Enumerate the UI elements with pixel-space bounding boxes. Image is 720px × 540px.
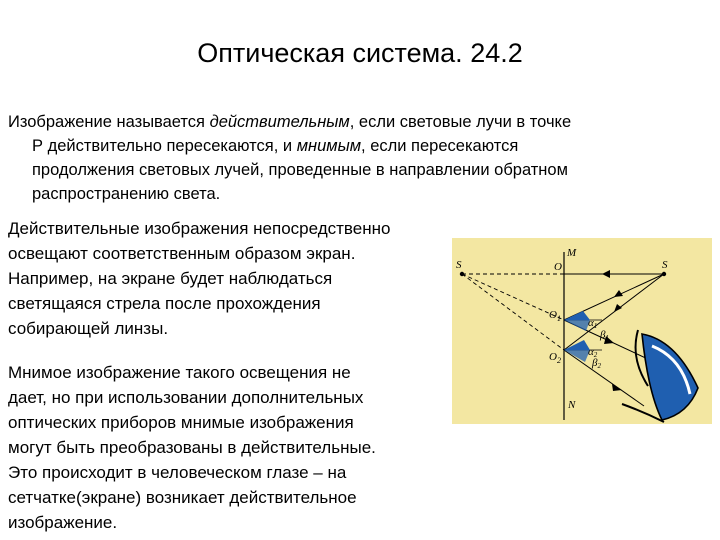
text-line: изображение. bbox=[8, 513, 118, 532]
mirror-reflection-diagram bbox=[452, 238, 712, 424]
text-segment: Изображение называется bbox=[8, 113, 210, 131]
label-beta2-sub: 2 bbox=[597, 362, 601, 370]
label-o1-sub: 1 bbox=[556, 314, 561, 323]
label-alpha2-sub: 2 bbox=[593, 351, 598, 359]
label-o: O bbox=[554, 261, 562, 273]
text-segment: Р действительно пересекаются, и bbox=[32, 137, 297, 155]
label-n: N bbox=[568, 399, 576, 411]
label-o1-letter: O bbox=[549, 309, 557, 321]
slide-title: Оптическая система. 24.2 bbox=[197, 38, 523, 68]
text-line: Действительные изображения непосредственно bbox=[8, 219, 391, 238]
label-alpha1-letter: α bbox=[588, 317, 594, 329]
text-line: дает, но при использовании дополнительных bbox=[8, 388, 364, 407]
text-line: Это происходит в человеческом глазе – на bbox=[8, 463, 347, 482]
definition-line-4: распространению света. bbox=[32, 185, 221, 203]
label-beta1-letter: β bbox=[600, 329, 606, 341]
label-alpha2-letter: α bbox=[588, 346, 594, 358]
label-s-left: S bbox=[456, 259, 462, 271]
definition-line-2 bbox=[8, 134, 708, 158]
definition-line-3: продолжения световых лучей, проведенные в направлении обратном bbox=[32, 161, 568, 179]
label-beta2-letter: β bbox=[592, 357, 598, 369]
label-s-right: S bbox=[662, 259, 668, 271]
label-o2-sub: 2 bbox=[556, 356, 561, 365]
text-segment: , если световые лучи в точке bbox=[349, 113, 572, 131]
real-image-paragraph bbox=[8, 216, 460, 341]
label-o2-letter: O bbox=[549, 351, 557, 363]
virtual-image-paragraph bbox=[8, 360, 448, 535]
label-alpha1-sub: 1 bbox=[593, 322, 598, 330]
text-line: сетчатке(экране) возникает действительное bbox=[8, 488, 357, 507]
text-line: Мнимое изображение такого освещения не bbox=[8, 363, 351, 382]
definition-line-1 bbox=[8, 110, 708, 134]
text-line: оптических приборов мнимые изображения bbox=[8, 413, 354, 432]
text-line: собирающей линзы. bbox=[8, 319, 169, 338]
text-line: могут быть преобразованы в действительные. bbox=[8, 438, 376, 457]
definition-paragraph bbox=[8, 110, 708, 206]
italic-term-real: действительным bbox=[209, 113, 350, 131]
text-line: освещают соответственным образом экран. bbox=[8, 244, 356, 263]
text-segment: , если пересекаются bbox=[361, 137, 519, 155]
label-beta1-sub: 1 bbox=[605, 334, 609, 342]
virtual-source-point bbox=[460, 272, 464, 276]
italic-term-virtual: мнимым bbox=[296, 137, 362, 155]
text-line: Например, на экране будет наблюдаться bbox=[8, 269, 333, 288]
text-line: светящаяся стрела после прохождения bbox=[8, 294, 321, 313]
label-m: M bbox=[567, 247, 577, 259]
source-point bbox=[662, 272, 666, 276]
